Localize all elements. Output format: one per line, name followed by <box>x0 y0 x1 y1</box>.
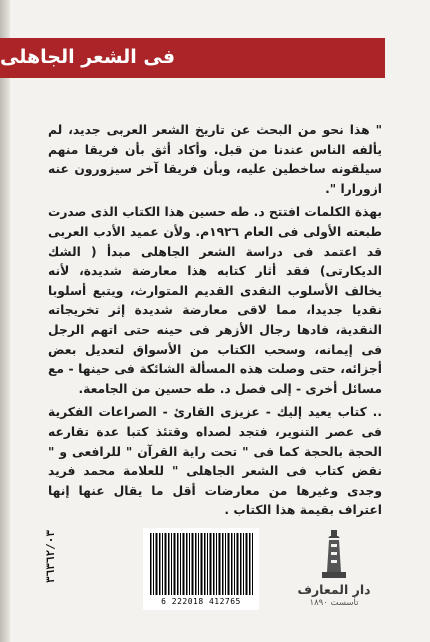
publisher-logo <box>292 528 376 608</box>
back-cover-blurb <box>48 121 382 521</box>
catalog-number: ٣٦٣٦٢/٠٣ <box>44 530 57 583</box>
lighthouse-icon <box>318 528 350 580</box>
blurb-history-paragraph: بهذة الكلمات افتتح د. طه حسين هذا الكتاب الذى صدرت طبعته الأولى فى العام ١٩٢٦م. ولأن عميد الأدب العربى قد اعتمد فى دراسة الشعر الجاهلى مبدأ ( الشك الديكارتى) فقد أثار كتابه هذا معارضة شديدة، لأنه يخالف الأسلوب النقدى القديم المتوارث، ويتبع أسلوبا نقديا جديدا، مما لاقى معارضة شديدة إثر تخريجاته النقدية، فادها رجال الأزهر فى حينه حتى اتهم الرجل فى إيمانه، وسحب الكتاب من الأسواق لتعديل بعض أجزائه، حتى وصلت هذه المسألة الشائكة فى حينها - مع مسائل أخرى - إلى فصل د. طه حسين من الجامعة. <box>48 205 382 396</box>
publisher-name: دار المعارف <box>297 582 371 597</box>
blurb-quote-paragraph: " هذا نحو من البحث عن تاريخ الشعر العربى جديد، لم يألفه الناس عندنا من قبل. وأكاد أثق بأن فريقا منهم سيلقونه ساخطين عليه، وبأن فريقا آخر سيزورون عنه ازورارا ". <box>48 123 382 196</box>
barcode-bars <box>150 533 254 595</box>
blurb-closing-paragraph: .. كتاب يعيد إليك - عزيزى القارئ - الصراعات الفكرية فى عصر التنوير، فتجد لصداه وقتئذ كتبا عدة تقارعه الحجة بالحجة كما فى " تحت راية القرآن " للرافعى و " نقض كتاب فى الشعر الجاهلى " للعلامة محمد فريد وجدى وغيرها من معارضات أقل ما يقال عنها إنها اعتراف بقيمة هذا الكتاب . <box>48 405 382 518</box>
barcode-digits: 6 222018 412765 <box>161 597 241 606</box>
publisher-founded: تأسست ١٨٩٠ <box>309 598 359 608</box>
book-spine-edge <box>0 0 10 642</box>
book-title: فى الشعر الجاهلى <box>0 46 176 68</box>
